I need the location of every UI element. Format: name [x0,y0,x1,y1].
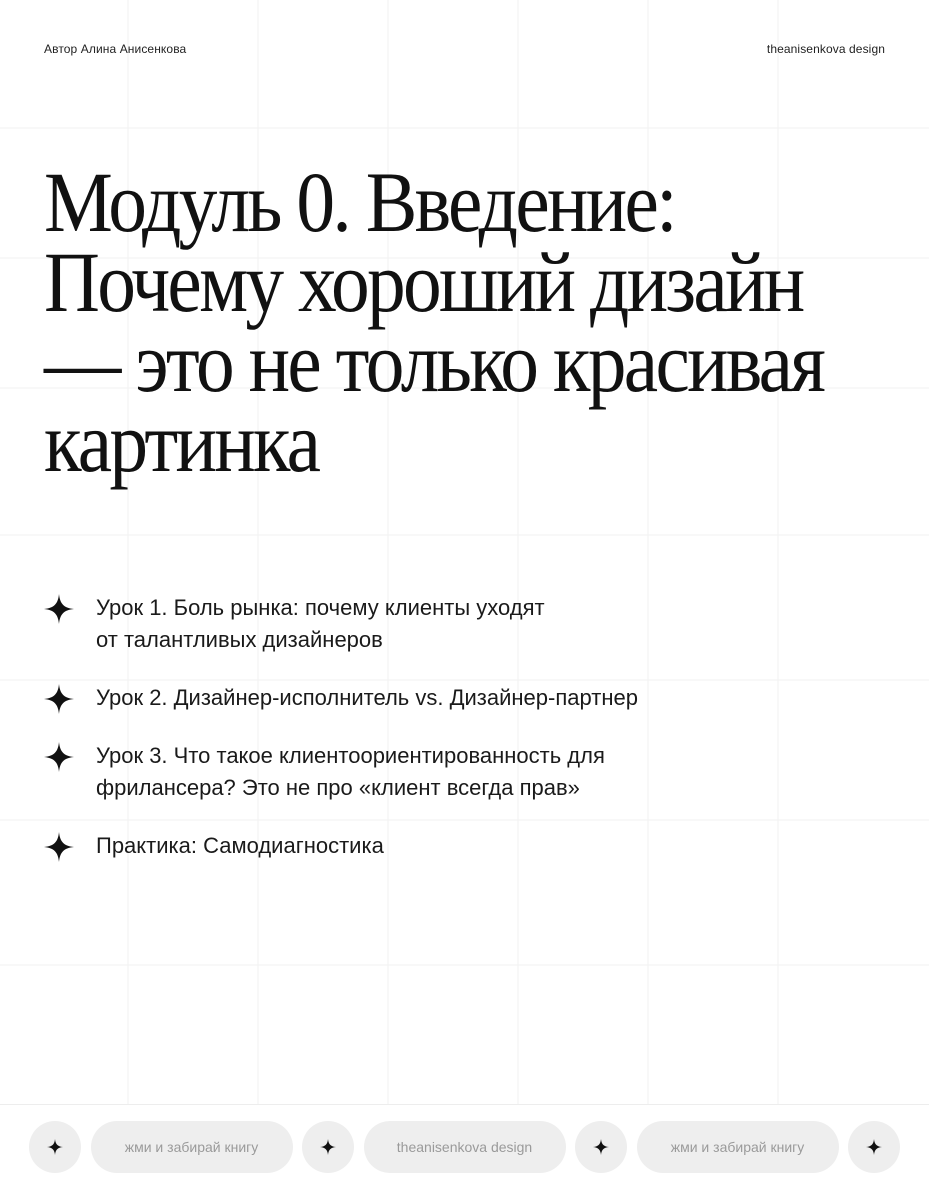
title-line: Модуль 0. Введение: [44,154,675,250]
lesson-line: Урок 1. Боль рынка: почему клиенты уходят [96,595,545,620]
lesson-item [44,592,844,656]
footer-pill-brand[interactable]: theanisenkova design [364,1121,566,1173]
footer-star-button[interactable] [29,1121,81,1173]
four-point-star-icon [44,742,74,772]
title-line: картинка [44,394,319,490]
lesson-item [44,830,844,862]
brand-label: theanisenkova design [766,42,885,56]
four-point-star-icon [44,684,74,714]
lesson-item [44,740,844,804]
lesson-line: фрилансера? Это не про «клиент всегда прав» [96,775,580,800]
top-bar [44,42,885,56]
four-point-star-icon [320,1139,336,1155]
lesson-list [44,592,844,862]
four-point-star-icon [47,1139,63,1155]
footer-pill-get-book[interactable]: жми и забирай книгу [91,1121,293,1173]
footer-star-button[interactable] [302,1121,354,1173]
footer-pill-get-book[interactable]: жми и забирай книгу [637,1121,839,1173]
lesson-line: Урок 3. Что такое клиентоориентированность для [96,743,605,768]
four-point-star-icon [866,1139,882,1155]
lesson-line: Практика: Самодиагностика [96,833,384,858]
four-point-star-icon [44,594,74,624]
footer-star-button[interactable] [575,1121,627,1173]
footer-star-button[interactable] [848,1121,900,1173]
lesson-item [44,682,844,714]
author-label: Автор Алина Анисенкова [44,42,187,56]
footer-divider [0,1104,929,1105]
title-line: — это не только красивая [44,314,824,410]
four-point-star-icon [593,1139,609,1155]
title-line: Почему хороший дизайн [44,234,803,330]
footer-bar [29,1121,900,1173]
lesson-line: от талантливых дизайнеров [96,627,383,652]
page-title [44,154,824,490]
four-point-star-icon [44,832,74,862]
lesson-line: Урок 2. Дизайнер-исполнитель vs. Дизайнер-партнер [96,685,638,710]
